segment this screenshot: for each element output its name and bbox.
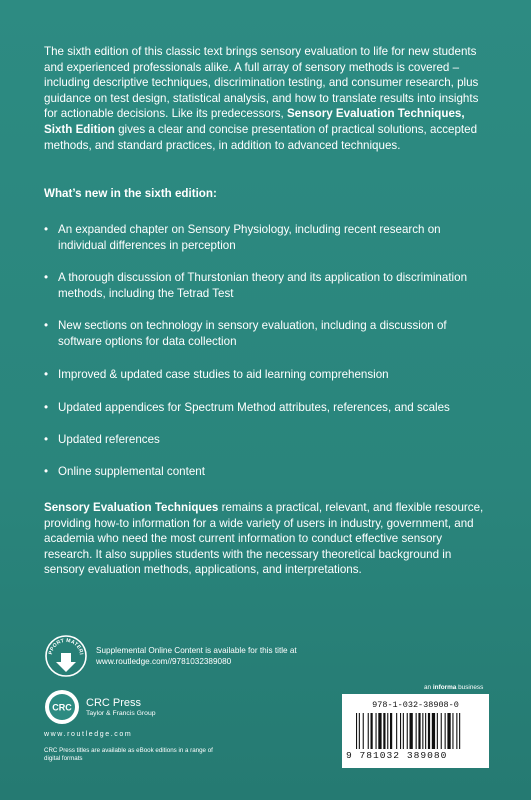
- barcode-bar: [396, 713, 397, 749]
- supplemental-content-note: Supplemental Online Content is available for this title at www.routledge.com//9781032389080: [96, 646, 297, 666]
- barcode-bar: [383, 713, 385, 749]
- bullet-icon: •: [44, 368, 49, 381]
- intro-text-2: gives a clear and concise presentation of practical solutions, accepted methods, and standard practices, in addition to advanced techniques.: [44, 122, 478, 152]
- intro-text-1: The sixth edition of this classic text brings sensory evaluation to life for new students and experienced professionals alike. A full array of sensory methods is covered – including descriptive techniques, discrimination testing, and consumer research, plus guidance on test design, statistical analysis, and how to translate results into insights for actionable decisions. Like its predecessors,: [44, 45, 479, 121]
- support-material-icon: [44, 634, 88, 678]
- list-item: [44, 367, 489, 383]
- list-item: [44, 432, 489, 448]
- publisher-group: Taylor & Francis Group: [86, 710, 156, 717]
- list-item: [44, 270, 489, 301]
- bullet-icon: •: [44, 271, 49, 284]
- barcode-bar: [425, 713, 426, 749]
- list-item-text: New sections on technology in sensory evaluation, including a discussion of software options for data collection: [58, 319, 447, 348]
- barcode-bar: [363, 713, 364, 749]
- barcode-bar: [410, 713, 413, 749]
- barcode-bar: [416, 713, 417, 749]
- informa-name: informa: [432, 684, 457, 691]
- barcode-bar: [378, 713, 381, 749]
- ebook-note: CRC Press titles are available as eBook editions in a range of digital formats: [44, 747, 213, 763]
- closing-text: remains a practical, relevant, and flexible resource, providing how-to information for a wide variety of users in industry, government, and academia who need the most current information to conduct effective sensory research. It also supplies students with the necessary theoretical background in sensory evaluation methods, applications, and interpretations.: [44, 501, 484, 577]
- barcode-bar: [445, 713, 446, 749]
- crc-press-logo-icon: [44, 689, 80, 725]
- list-item-text: A thorough discussion of Thurstonian theory and its application to discrimination methods, including the Tetrad Test: [58, 271, 468, 300]
- informa-suffix: business: [456, 684, 484, 691]
- barcode-bar: [432, 713, 435, 749]
- list-item-text: An expanded chapter on Sensory Physiology, including recent research on individual differences in perception: [58, 223, 441, 252]
- closing-paragraph: [44, 500, 489, 578]
- support-badge-text: PPORT MATERI: [48, 637, 84, 656]
- barcode-bar: [407, 713, 408, 749]
- isbn-text: 978-1-032-38908-0: [372, 700, 459, 710]
- intro-book-title: Sensory Evaluation Techniques, Sixth Edition: [44, 107, 465, 136]
- barcode-digits: 9 781032 389080: [346, 750, 448, 761]
- informa-business-label: [424, 684, 483, 691]
- barcode-bar: [452, 713, 453, 749]
- barcode-bar: [447, 713, 450, 749]
- bullet-icon: •: [44, 223, 49, 236]
- barcode-bar: [359, 713, 360, 749]
- barcode-bar: [403, 713, 404, 749]
- isbn-barcode: [342, 694, 489, 768]
- barcode-bar: [428, 713, 430, 749]
- barcode-bar: [456, 713, 457, 749]
- bullet-icon: •: [44, 319, 49, 332]
- publisher-name: CRC Press: [86, 697, 142, 709]
- bullet-icon: •: [44, 401, 49, 414]
- crc-logo-text: CRC: [52, 702, 72, 713]
- barcode-bar: [356, 713, 357, 749]
- bullet-icon: •: [44, 433, 49, 446]
- list-item: [44, 464, 489, 480]
- whats-new-heading: What’s new in the sixth edition:: [44, 187, 217, 200]
- barcode-bar: [371, 713, 373, 749]
- list-item-text: Improved & updated case studies to aid learning comprehension: [58, 368, 389, 381]
- barcode-bar: [390, 713, 392, 749]
- bullet-icon: •: [44, 465, 49, 478]
- list-item-text: Updated references: [58, 433, 160, 446]
- list-item: [44, 222, 489, 253]
- list-item-text: Updated appendices for Spectrum Method attributes, references, and scales: [58, 401, 450, 414]
- barcode-bar: [437, 713, 438, 749]
- publisher-url: www.routledge.com: [44, 731, 133, 738]
- barcode-bar: [422, 713, 423, 749]
- barcode-bar: [387, 713, 388, 749]
- closing-book-title: Sensory Evaluation Techniques: [44, 501, 219, 514]
- intro-paragraph: [44, 44, 489, 153]
- list-item-text: Online supplemental content: [58, 465, 205, 478]
- barcode-bar: [459, 713, 460, 749]
- list-item: [44, 318, 489, 349]
- barcode-bar: [418, 713, 420, 749]
- informa-prefix: an: [424, 684, 433, 691]
- barcode-bar: [441, 713, 442, 749]
- barcode-bars: [356, 713, 480, 749]
- list-item: [44, 400, 489, 416]
- barcode-bar: [368, 713, 369, 749]
- barcode-bar: [400, 713, 401, 749]
- barcode-bar: [376, 713, 377, 749]
